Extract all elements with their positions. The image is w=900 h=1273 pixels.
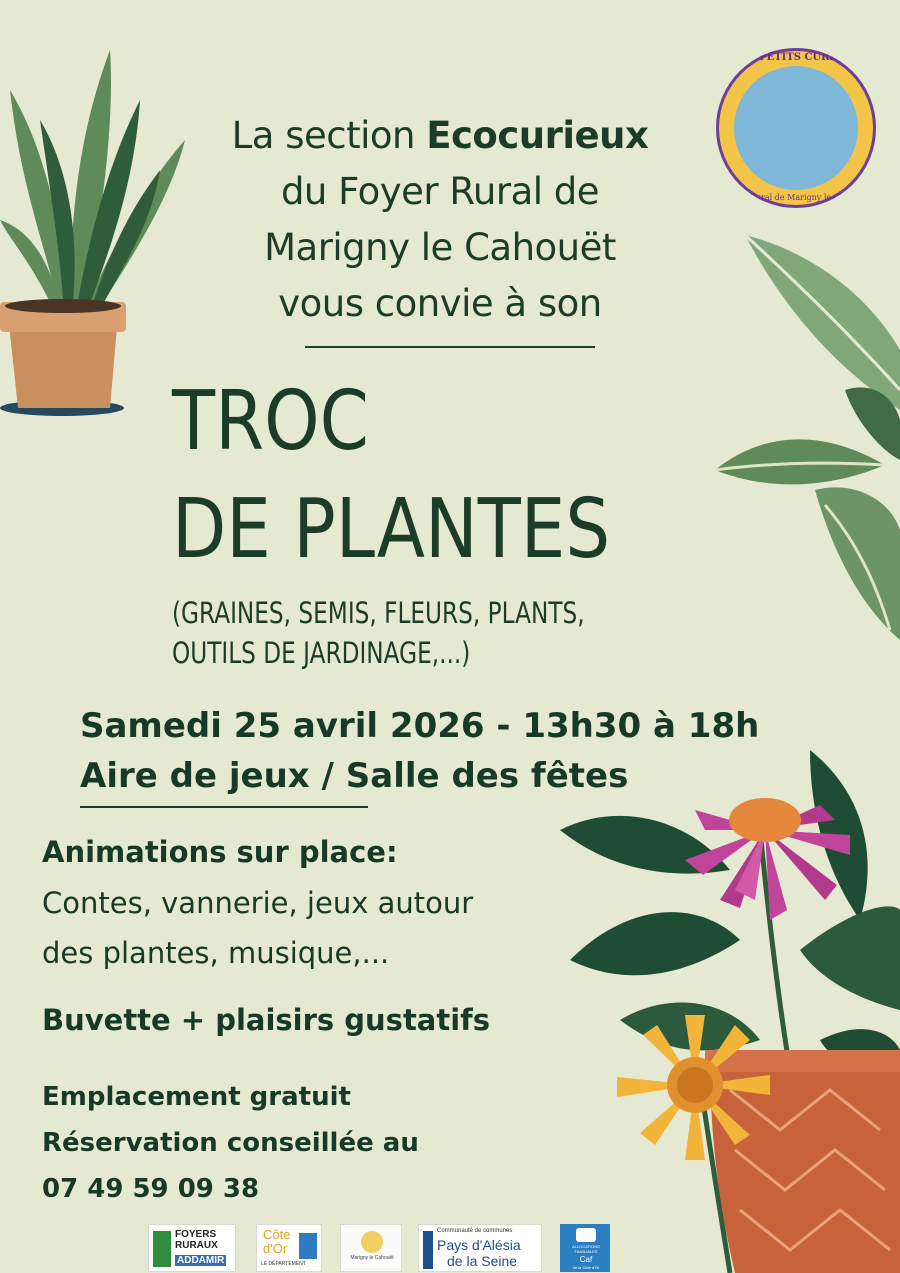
divider — [305, 346, 595, 348]
badge-illustration — [734, 66, 858, 190]
divider — [80, 806, 368, 808]
badge-top-text: LES PETITS CURIEUX — [733, 52, 859, 63]
logo-cc-3: de la Seine — [447, 1253, 518, 1269]
marigny-logo — [340, 1224, 402, 1272]
potted-plant-illustration — [0, 30, 200, 420]
intro-line1-b: Ecocurieux — [426, 114, 649, 157]
intro-line4: vous convie à son — [278, 282, 602, 325]
info-line2: Réservation conseillée au — [42, 1128, 419, 1158]
logo-cotedor-3: LE DÉPARTEMENT — [261, 1261, 306, 1267]
title-line2: DE PLANTES — [172, 482, 611, 577]
logo-cotedor-1: Côte — [263, 1227, 291, 1242]
phone-number: 07 49 59 09 38 — [42, 1174, 260, 1204]
event-place: Aire de jeux / Salle des fêtes — [80, 756, 629, 796]
info-block — [42, 1074, 419, 1212]
title-subtitle — [172, 593, 585, 673]
badge-bottom-text: Foyer Rural de Marigny le Cahouët — [724, 193, 868, 202]
subtitle-line1: (GRAINES, SEMIS, FLEURS, PLANTS, — [172, 596, 585, 630]
logo-cc-1: Communauté de communes — [437, 1228, 513, 1234]
logo-cc-2: Pays d'Alésia — [437, 1237, 521, 1253]
flower-pot-illustration — [560, 750, 900, 1273]
subtitle-line2: OUTILS DE JARDINAGE,...) — [172, 636, 471, 670]
logo-foyers-1: FOYERS — [175, 1229, 217, 1240]
cote-dor-logo — [256, 1224, 322, 1272]
caf-logo — [560, 1224, 610, 1272]
animations-line2: des plantes, musique,... — [42, 936, 390, 970]
leaves-illustration — [715, 230, 900, 640]
logo-foyers-3: ADDAMIR — [177, 1255, 225, 1266]
logo-caf-3: Caf — [579, 1255, 593, 1264]
animations-text — [42, 878, 602, 978]
buvette-text: Buvette + plaisirs gustatifs — [42, 1003, 491, 1037]
intro-line3: Marigny le Cahouët — [264, 226, 616, 269]
pays-dalesia-logo — [418, 1224, 542, 1272]
logo-foyers-2: RURAUX — [175, 1240, 218, 1251]
event-date: Samedi 25 avril 2026 - 13h30 à 18h — [80, 706, 760, 746]
intro-line1-a: La section — [231, 114, 427, 157]
logo-cotedor-2: d'Or — [263, 1241, 288, 1256]
foyers-ruraux-logo — [148, 1224, 236, 1272]
logo-caf-4: de la Côte d'Or — [572, 1265, 600, 1270]
logo-caf-2: FAMILIALES — [574, 1249, 598, 1254]
title-line1: TROC — [172, 374, 369, 469]
logo-caf-1: ALLOCATIONS — [572, 1244, 600, 1249]
info-line1: Emplacement gratuit — [42, 1082, 351, 1112]
intro-line2: du Foyer Rural de — [280, 170, 600, 213]
animations-line1: Contes, vannerie, jeux autour — [42, 886, 474, 920]
animations-heading: Animations sur place: — [42, 835, 398, 869]
intro-text — [180, 108, 700, 332]
les-petits-curieux-logo — [716, 48, 876, 208]
logo-marigny: Marigny le Cahouët — [350, 1255, 394, 1261]
